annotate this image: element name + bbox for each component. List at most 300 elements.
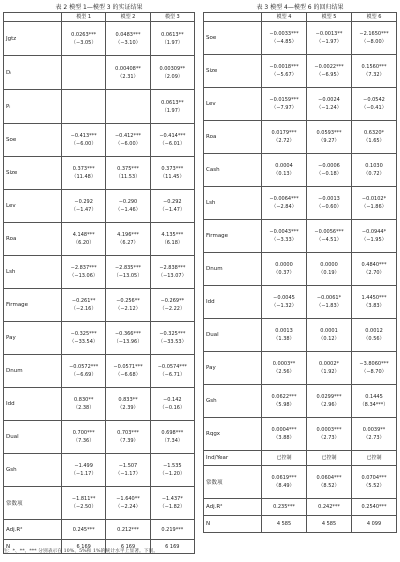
table-row <box>4 22 195 56</box>
row-label: Roa <box>204 121 262 154</box>
coefficient: 0.242*** <box>318 504 340 510</box>
coefficient: 已控制 <box>366 455 382 461</box>
coefficient: −0.0018*** <box>269 64 299 70</box>
coefficient: −0.0043*** <box>269 229 299 235</box>
table-cell <box>307 451 352 466</box>
table-2-header-row <box>4 13 195 22</box>
coefficient: −0.0571*** <box>113 364 143 370</box>
table-cell <box>262 55 307 88</box>
t-statistic: （−2.84） <box>271 204 297 210</box>
t-statistic: （−1.46） <box>115 207 141 213</box>
coefficient: 0.0483*** <box>115 31 141 38</box>
table-cell <box>307 499 352 516</box>
coefficient: 0.0000 <box>275 262 293 268</box>
t-statistic: （2.73） <box>363 435 385 441</box>
table-row <box>204 286 397 319</box>
coefficient: −0.0033*** <box>269 31 299 37</box>
table-cell <box>352 88 397 121</box>
row-label: Adj.R² <box>204 499 262 516</box>
table-cell <box>352 499 397 516</box>
t-statistic: （0.37） <box>273 270 295 276</box>
table-cell <box>106 90 150 124</box>
row-label: N <box>4 540 62 554</box>
t-statistic: （−0.16） <box>159 405 185 411</box>
table-cell <box>150 388 194 421</box>
table-cell <box>150 56 194 90</box>
table-cell <box>262 187 307 220</box>
t-statistic: （−13.07） <box>158 273 187 279</box>
t-statistic: （−1.47） <box>71 207 97 213</box>
table-row <box>204 22 397 55</box>
coefficient <box>107 103 148 111</box>
table-cell <box>150 256 194 289</box>
t-statistic: （1.38） <box>273 336 295 342</box>
t-statistic: （−2.12） <box>115 306 141 312</box>
table-row <box>204 88 397 121</box>
coefficient: −0.0013 <box>318 196 340 202</box>
coefficient: 0.00309** <box>159 65 186 72</box>
coefficient: −0.325*** <box>70 331 97 337</box>
table-cell <box>62 56 106 90</box>
t-statistic: （−6.95） <box>316 72 342 78</box>
coefficient: 已控制 <box>276 455 292 461</box>
coefficient: −0.0061* <box>316 295 342 301</box>
table-cell <box>307 55 352 88</box>
coefficient: −1.437* <box>161 496 183 502</box>
column-header: 模型 2 <box>106 13 150 22</box>
row-label: Dᵢ <box>4 56 62 90</box>
table-cell <box>106 22 150 56</box>
t-statistic: （−2.22） <box>159 306 185 312</box>
t-statistic: （−6.00） <box>71 141 97 147</box>
t-statistic: （−1.17） <box>115 471 141 477</box>
table-row <box>204 154 397 187</box>
coefficient: 0.0604*** <box>316 475 342 481</box>
table-cell <box>352 466 397 499</box>
table-cell <box>150 520 194 540</box>
t-statistic: （−2.24） <box>115 504 141 510</box>
coefficient: 6 169 <box>120 543 136 550</box>
row-label: Rqgx <box>204 418 262 451</box>
table-cell <box>106 487 150 520</box>
table-cell <box>307 187 352 220</box>
row-label: 常数项 <box>204 466 262 499</box>
column-header: 模型 1 <box>62 13 106 22</box>
table-cell <box>62 124 106 157</box>
column-header <box>4 13 62 22</box>
table-row <box>4 157 195 190</box>
coefficient: −0.0022*** <box>314 64 344 70</box>
t-statistic: （0.13） <box>273 171 295 177</box>
coefficient: −0.413*** <box>70 133 97 139</box>
t-statistic: （2.72） <box>273 138 295 144</box>
table-cell <box>352 451 397 466</box>
coefficient: −1.811** <box>71 496 96 502</box>
t-statistic: （−8.00） <box>361 39 387 45</box>
coefficient: 0.6320* <box>364 130 384 136</box>
table-cell <box>150 157 194 190</box>
coefficient: 0.0704*** <box>361 475 387 481</box>
coefficient: 0.0619*** <box>271 475 297 481</box>
t-statistic: （2.96） <box>318 402 340 408</box>
t-statistic: （0.72） <box>363 171 385 177</box>
table-2-grid <box>3 12 195 554</box>
t-statistic: （−1.20） <box>159 471 185 477</box>
table-cell <box>307 319 352 352</box>
table-cell <box>262 352 307 385</box>
t-statistic: （−2.50） <box>71 504 97 510</box>
row-label: Soe <box>4 124 62 157</box>
coefficient: 0.1560*** <box>361 64 387 70</box>
coefficient: −1.507 <box>118 463 138 469</box>
table-cell <box>150 421 194 454</box>
t-statistic: （11.48） <box>71 174 96 180</box>
table-row <box>4 487 195 520</box>
table-cell <box>62 256 106 289</box>
table-cell <box>62 190 106 223</box>
coefficient: 4 099 <box>366 521 382 527</box>
table-row <box>204 352 397 385</box>
coefficient: 0.235*** <box>273 504 295 510</box>
t-statistic: （−3.10） <box>115 39 141 46</box>
table-row <box>4 289 195 322</box>
table-cell <box>307 220 352 253</box>
table-cell <box>307 154 352 187</box>
t-statistic: （3.88） <box>273 435 295 441</box>
row-label: Adj.R² <box>4 520 62 540</box>
coefficient: −0.0572*** <box>69 364 99 370</box>
table-cell <box>62 487 106 520</box>
row-label: Cash <box>204 154 262 187</box>
table-cell <box>307 352 352 385</box>
coefficient: −0.412*** <box>114 133 141 139</box>
table-cell <box>106 56 150 90</box>
table-cell <box>150 322 194 355</box>
table-cell <box>62 223 106 256</box>
table-row <box>204 499 397 516</box>
coefficient: 0.1445 <box>365 394 383 400</box>
table-row <box>204 187 397 220</box>
table-cell <box>307 121 352 154</box>
table-cell <box>150 124 194 157</box>
table-cell <box>307 88 352 121</box>
t-statistic: （−1.24） <box>316 105 342 111</box>
table-cell <box>62 355 106 388</box>
table-cell <box>352 154 397 187</box>
table-cell <box>150 90 194 124</box>
coefficient: −0.261** <box>71 298 96 304</box>
coefficient: −0.256** <box>116 298 140 304</box>
coefficient: 4 585 <box>321 521 337 527</box>
t-statistic: （2.39） <box>117 405 139 411</box>
table-cell <box>352 22 397 55</box>
table-row <box>204 220 397 253</box>
table-cell <box>262 385 307 418</box>
table-row <box>204 385 397 418</box>
coefficient: 1.4450*** <box>361 295 387 301</box>
t-statistic: （−8.70） <box>361 369 387 375</box>
row-label: Gsh <box>4 454 62 487</box>
coefficient: 4.148*** <box>72 232 95 238</box>
table-row <box>4 56 195 90</box>
t-statistic: （6.20） <box>73 240 95 246</box>
t-statistic: （6.18） <box>161 240 183 246</box>
coefficient: 0.0613** <box>161 99 184 106</box>
coefficient: 0.0179*** <box>271 130 297 136</box>
column-header: 模型 4 <box>262 13 307 22</box>
table-cell <box>262 121 307 154</box>
coefficient: −2.835*** <box>114 265 141 271</box>
row-label: Dual <box>4 421 62 454</box>
table-3 <box>203 4 397 533</box>
t-statistic: （1.92） <box>318 369 340 375</box>
table-cell <box>106 388 150 421</box>
t-statistic: （−0.18） <box>316 171 342 177</box>
coefficient: 4.135*** <box>161 232 184 238</box>
coefficient: 0.0003** <box>272 361 296 367</box>
coefficient: 0.2540*** <box>361 504 387 510</box>
coefficient: −0.0024 <box>318 97 340 103</box>
coefficient: −1.640** <box>116 496 140 502</box>
t-statistic: （8.49） <box>273 483 295 489</box>
coefficient: −1.535 <box>163 463 182 469</box>
row-label: Dnum <box>4 355 62 388</box>
table-cell <box>106 355 150 388</box>
t-statistic: （−1.82） <box>159 504 185 510</box>
row-label: Lev <box>204 88 262 121</box>
t-statistic: （−0.41） <box>361 105 387 111</box>
table-cell <box>62 322 106 355</box>
table-cell <box>262 88 307 121</box>
t-statistic: （7.36） <box>73 438 95 444</box>
table-cell <box>352 187 397 220</box>
t-statistic: （0.19） <box>318 270 340 276</box>
t-statistic: （0.12） <box>318 336 340 342</box>
table-cell <box>352 55 397 88</box>
t-statistic: （−13.05） <box>113 273 143 279</box>
table-cell <box>150 355 194 388</box>
coefficient: −2.837*** <box>70 265 97 271</box>
table-cell <box>352 385 397 418</box>
t-statistic: （2.70） <box>363 270 385 276</box>
row-label: Lsh <box>204 187 262 220</box>
table-cell <box>262 154 307 187</box>
table-cell <box>62 454 106 487</box>
t-statistic: （7.39） <box>117 438 139 444</box>
coefficient: −2.1650*** <box>359 31 389 37</box>
row-label: Size <box>204 55 262 88</box>
coefficient: −0.0006 <box>318 163 340 169</box>
table-row <box>204 253 397 286</box>
t-statistic: （−7.97） <box>271 105 297 111</box>
row-label: Dual <box>204 319 262 352</box>
table-row <box>4 256 195 289</box>
t-statistic: （−6.68） <box>115 372 141 378</box>
t-statistic: （1.65） <box>363 138 385 144</box>
table-row <box>204 466 397 499</box>
coefficient: −0.0045 <box>273 295 295 301</box>
table-cell <box>307 516 352 533</box>
table-row <box>204 451 397 466</box>
row-label: Firmage <box>204 220 262 253</box>
table-row <box>4 322 195 355</box>
coefficient: 0.833** <box>118 397 138 403</box>
t-statistic: （−33.53） <box>158 339 187 345</box>
coefficient: 0.698*** <box>161 430 184 436</box>
table-cell <box>106 454 150 487</box>
t-statistic: （0.56） <box>363 336 385 342</box>
t-statistic: （−6.01） <box>159 141 185 147</box>
table-cell <box>62 90 106 124</box>
table-row <box>4 124 195 157</box>
t-statistic: （−6.00） <box>115 141 141 147</box>
table-row <box>4 388 195 421</box>
row-label: Dnum <box>204 253 262 286</box>
row-label: Lev <box>4 190 62 223</box>
coefficient <box>63 69 104 77</box>
t-statistic: （−4.85） <box>271 39 297 45</box>
coefficient: −0.269** <box>160 298 185 304</box>
table-cell <box>262 319 307 352</box>
coefficient: −0.292 <box>74 199 93 205</box>
coefficient: −0.325*** <box>159 331 186 337</box>
t-statistic: （8.52） <box>318 483 340 489</box>
row-label: Pay <box>4 322 62 355</box>
t-statistic: （−13.96） <box>113 339 143 345</box>
row-label: Ind/Year <box>204 451 262 466</box>
coefficient: 0.0003*** <box>316 427 342 433</box>
t-statistic: （9.27） <box>318 138 340 144</box>
coefficient: 0.0263*** <box>71 31 97 38</box>
coefficient: −0.142 <box>163 397 182 403</box>
table-cell <box>62 22 106 56</box>
table-row <box>4 90 195 124</box>
t-statistic: （−6.71） <box>159 372 185 378</box>
table-row <box>204 121 397 154</box>
table-3-caption: 表 3 模型 4—模型 6 的回归结果 <box>256 4 344 11</box>
coefficient: 0.373*** <box>161 166 184 172</box>
table-row <box>4 355 195 388</box>
coefficient: 0.212*** <box>117 526 139 533</box>
table-note: 注：*、**、*** 分别表示在 10%、5%和 1%的统计水平上显著。下同。 <box>3 549 159 554</box>
table-cell <box>352 286 397 319</box>
coefficient: 0.0613** <box>161 31 184 38</box>
row-label: Lsh <box>4 256 62 289</box>
t-statistic: （−13.06） <box>69 273 98 279</box>
coefficient: 0.0004 <box>275 163 293 169</box>
t-statistic: （1.97） <box>161 39 183 46</box>
coefficient: 6 169 <box>165 543 180 550</box>
coefficient: 0.0004*** <box>271 427 297 433</box>
row-label: Idd <box>204 286 262 319</box>
table-cell <box>262 220 307 253</box>
coefficient: −0.0102* <box>361 196 387 202</box>
table-cell <box>150 190 194 223</box>
table-cell <box>352 418 397 451</box>
coefficient: 4 585 <box>276 521 292 527</box>
table-cell <box>262 22 307 55</box>
table-cell <box>352 121 397 154</box>
table-cell <box>150 289 194 322</box>
table-cell <box>262 516 307 533</box>
coefficient: −0.366*** <box>114 331 141 337</box>
coefficient: 0.0000 <box>320 262 338 268</box>
coefficient: 0.0013 <box>275 328 293 334</box>
row-label: Pᵢ <box>4 90 62 124</box>
coefficient: 0.373*** <box>72 166 95 172</box>
row-label: Soe <box>204 22 262 55</box>
row-label: Pay <box>204 352 262 385</box>
coefficient: 已控制 <box>321 455 337 461</box>
t-statistic: （−1.17） <box>71 471 97 477</box>
t-statistic: （2.56） <box>273 369 295 375</box>
t-statistic: （−5.67） <box>271 72 297 78</box>
table-cell <box>106 223 150 256</box>
coefficient: −0.292 <box>163 199 182 205</box>
t-statistic: （5.52） <box>363 483 385 489</box>
t-statistic: （−1.47） <box>159 207 185 213</box>
table-cell <box>307 466 352 499</box>
table-cell <box>62 157 106 190</box>
t-statistic: （−3.33） <box>271 237 297 243</box>
table-cell <box>62 520 106 540</box>
coefficient: 0.0012 <box>365 328 383 334</box>
table-2 <box>3 4 195 554</box>
table-cell <box>262 418 307 451</box>
table-cell <box>262 253 307 286</box>
t-statistic: （−33.54） <box>69 339 98 345</box>
table-cell <box>106 157 150 190</box>
t-statistic: （1.97） <box>161 107 183 114</box>
t-statistic: （−1.95） <box>361 237 387 243</box>
coefficient: −0.0944* <box>361 229 387 235</box>
t-statistic: （2.38） <box>73 405 95 411</box>
table-cell <box>106 289 150 322</box>
coefficient: −3.8060*** <box>359 361 389 367</box>
t-statistic: （2.73） <box>318 435 340 441</box>
coefficient: 0.0002* <box>319 361 339 367</box>
coefficient: 6 169 <box>76 543 91 550</box>
table-row <box>4 454 195 487</box>
coefficient: 0.0593*** <box>316 130 342 136</box>
t-statistic: （11.45） <box>160 174 185 180</box>
t-statistic: （2.31） <box>117 73 139 80</box>
t-statistic: （−4.51） <box>316 237 342 243</box>
table-cell <box>352 220 397 253</box>
coefficient: 0.219*** <box>161 526 184 533</box>
coefficient: 0.00408** <box>115 65 141 72</box>
table-cell <box>62 289 106 322</box>
row-label: N <box>204 516 262 533</box>
table-row <box>4 223 195 256</box>
table-2-caption: 表 2 模型 1—模型 3 的实证结果 <box>55 4 143 11</box>
table-cell <box>307 286 352 319</box>
t-statistic: （2.09） <box>161 73 183 80</box>
column-header: 模型 3 <box>150 13 194 22</box>
coefficient: 0.830** <box>74 397 94 403</box>
row-label: 常数项 <box>4 487 62 520</box>
row-label: Idd <box>4 388 62 421</box>
table-cell <box>150 487 194 520</box>
t-statistic: （8.34***） <box>359 402 389 408</box>
table-row <box>4 421 195 454</box>
t-statistic: （−2.16） <box>71 306 97 312</box>
coefficient: 0.245*** <box>72 526 95 533</box>
coefficient: −0.414*** <box>159 133 186 139</box>
table-cell <box>150 454 194 487</box>
table-cell <box>62 388 106 421</box>
column-header <box>204 13 262 22</box>
